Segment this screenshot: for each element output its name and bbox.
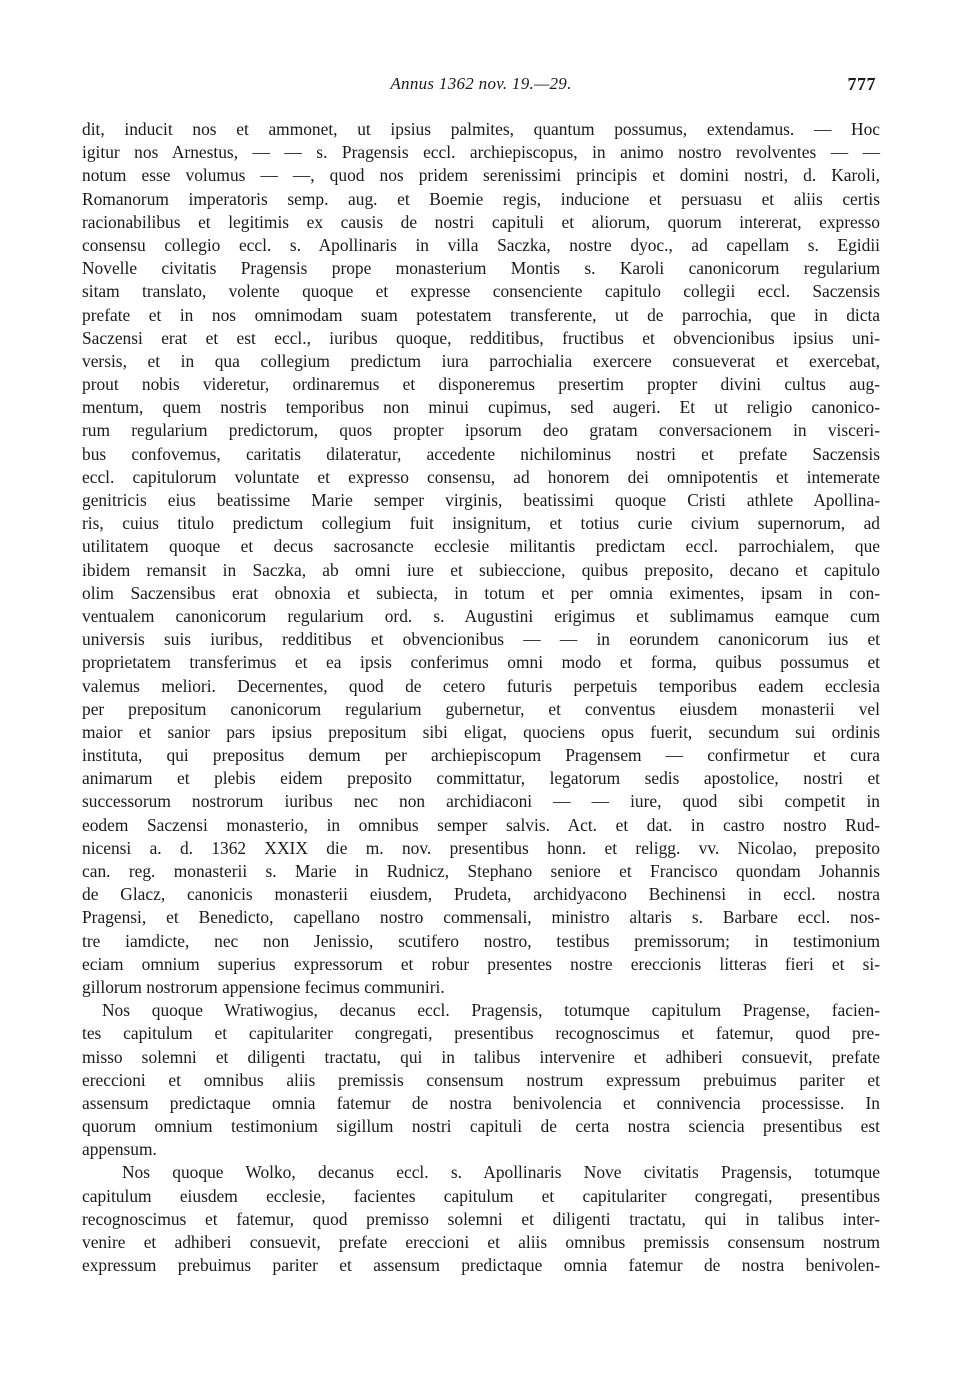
text-line: racionabilibus et legitimis ex causis de nostri capituli et aliorum, quorum intererat, expresso bbox=[82, 211, 880, 232]
body-text bbox=[82, 118, 880, 1277]
text-line: sitam translato, volente quoque et expresse consenciente capitulo collegii eccl. Saczensis bbox=[82, 281, 880, 302]
text-line: ris, cuius titulo predictum collegium fuit insignitum, et totius curie civium supernorum, ad bbox=[82, 513, 880, 534]
text-line: Romanorum imperatoris semp. aug. et Boemie regis, inducione et persuasu et aliis certis bbox=[82, 188, 880, 209]
text-line: eciam omnium superius expressorum et robur presentes nostre ereccionis litteras fieri et si- bbox=[82, 953, 880, 974]
page-number: 777 bbox=[847, 74, 876, 94]
text-line: successorum nostrorum iuribus nec non archidiaconi — — iure, quod sibi competit in bbox=[82, 791, 880, 812]
text-line: capitulum eiusdem ecclesie, facientes capitulum et capitulariter congregati, presentibus bbox=[82, 1185, 880, 1206]
text-line: assensum predictaque omnia fatemur de nostra benivolencia et connivencia processisse. In bbox=[82, 1092, 880, 1113]
text-line: genitricis eius beatissime Marie semper virginis, beatissimi quoque Cristi athlete Apollina- bbox=[82, 490, 880, 510]
text-line: utilitatem quoque et decus sacrosancte ecclesie militantis predictam eccl. parrochialem, que bbox=[82, 536, 880, 557]
text-line: can. reg. monasterii s. Marie in Rudnicz, Stephano seniore et Francisco quondam Johannis bbox=[82, 861, 880, 881]
text-line: notum esse volumus — —, quod nos pridem serenissimi principis et domini nostri, d. Karoli, bbox=[82, 165, 880, 186]
text-line: valemus meliori. Decernentes, quod de cetero futuris perpetuis temporibus eadem ecclesia bbox=[82, 675, 880, 696]
text-line: quorum omnium testimonium sigillum nostri capituli de certa nostra sciencia presentibus est bbox=[82, 1116, 880, 1137]
text-line: tes capitulum et capitulariter congregati, presentibus recognoscimus et fatemur, quod pre- bbox=[82, 1023, 880, 1044]
text-line: de Glacz, canonicis monasterii eiusdem, Prudeta, archidyacono Bechinensi in eccl. nostra bbox=[82, 884, 880, 905]
text-line: eodem Saczensi monasterio, in omnibus semper salvis. Act. et dat. in castro nostro Rud- bbox=[82, 814, 880, 835]
text-line: instituta, qui prepositus demum per archiepiscopum Pragensem — confirmetur et cura bbox=[82, 745, 880, 766]
text-line: eccl. capitulorum voluntate et expresso consensu, ad honorem dei omnipotentis et intemerate bbox=[82, 466, 880, 487]
text-line: proprietatem transferimus et ea ipsis conferimus omni modo et forma, quibus possumus et bbox=[82, 652, 880, 673]
text-line: Novelle civitatis Pragensis prope monasterium Montis s. Karoli canonicorum regularium bbox=[82, 258, 880, 279]
text-line: Nos quoque Wratiwogius, decanus eccl. Pragensis, totumque capitulum Pragense, facien- bbox=[102, 1000, 880, 1021]
text-line: versis, et in qua collegium predictum iura parrochialia exercere consueverat et exercebat, bbox=[82, 350, 880, 371]
text-line: dit, inducit nos et ammonet, ut ipsius palmites, quantum possumus, extendamus. — Hoc bbox=[82, 119, 880, 139]
text-line: recognoscimus et fatemur, quod premisso solemni et diligenti tractatu, qui in talibus inter- bbox=[82, 1208, 880, 1229]
text-line: consensu collegio eccl. s. Apollinaris in villa Saczka, nostre dyoc., ad capellam s. Egidii bbox=[82, 234, 880, 255]
text-line: prout nobis videretur, ordinaremus et disponeremus presertim propter divini cultus aug- bbox=[82, 374, 880, 395]
text-line: venire et adhiberi consuevit, prefate ereccioni et aliis omnibus premissis consensum nostrum bbox=[82, 1232, 880, 1252]
text-line: ibidem remansit in Saczka, ab omni iure et subieccione, quibus preposito, decano et capitulo bbox=[82, 559, 880, 580]
text-line: maior et sanior pars ipsius prepositum sibi eligat, quociens opus fuerit, secundum sui ordinis bbox=[82, 721, 880, 742]
text-line: rum regularium predictorum, quos propter ipsorum deo gratam conversacionem in visceri- bbox=[82, 420, 880, 441]
text-line: tre iamdicte, nec non Jenissio, scutifero nostro, testibus premissorum; in testimonium bbox=[82, 930, 880, 951]
running-head bbox=[82, 74, 880, 98]
text-line: gillorum nostrorum appensione fecimus communiri. bbox=[82, 976, 445, 997]
text-line: animarum et plebis eidem preposito committatur, legatorum sedis apostolice, nostri et bbox=[82, 768, 880, 789]
running-head-title: Annus 1362 nov. 19.—29. bbox=[390, 74, 572, 93]
text-line: universis suis iuribus, redditibus et obvencionibus — — in eorundem canonicorum ius et bbox=[82, 629, 880, 650]
text-line: appensum. bbox=[82, 1139, 157, 1160]
text-line: mentum, quem nostris temporibus non minui cupimus, sed augeri. Et ut religio canonico- bbox=[82, 397, 880, 418]
text-line: bus confovemus, caritatis dilateratur, accedente nichilominus nostri et prefate Saczensis bbox=[82, 443, 880, 464]
text-line: nicensi a. d. 1362 XXIX die m. nov. presentibus honn. et religg. vv. Nicolao, preposito bbox=[82, 837, 880, 858]
text-line: olim Saczensibus erat obnoxia et subiecta, in totum et per omnia eximentes, ipsam in con- bbox=[82, 582, 880, 603]
text-line: ventualem canonicorum regularium ord. s. Augustini erigimus et sublimamus eamque cum bbox=[82, 605, 880, 626]
text-line: per prepositum canonicorum regularium gubernetur, et conventus eiusdem monasterii vel bbox=[82, 698, 880, 719]
text-line: ereccioni et omnibus aliis premissis consensum nostrum expressum prebuimus pariter et bbox=[82, 1069, 880, 1090]
text-line: Nos quoque Wolko, decanus eccl. s. Apollinaris Nove civitatis Pragensis, totumque bbox=[122, 1162, 880, 1183]
text-line: misso solemni et diligenti tractatu, qui in talibus intervenire et adhiberi consuevit, prefate bbox=[82, 1046, 880, 1067]
text-line: igitur nos Arnestus, — — s. Pragensis eccl. archiepiscopus, in animo nostro revolventes — — bbox=[82, 142, 880, 163]
text-line: prefate et in nos omnimodam suam potestatem transferente, ut de parrochia, que in dicta bbox=[82, 304, 880, 325]
text-line: Pragensi, et Benedicto, capellano nostro commensali, ministro altaris s. Barbare eccl. nos- bbox=[82, 907, 880, 928]
text-line: Saczensi erat et est eccl., iuribus quoque, redditibus, fructibus et obvencionibus ipsius uni- bbox=[82, 327, 880, 348]
text-line: expressum prebuimus pariter et assensum predictaque omnia fatemur de nostra benivolen- bbox=[82, 1255, 880, 1276]
